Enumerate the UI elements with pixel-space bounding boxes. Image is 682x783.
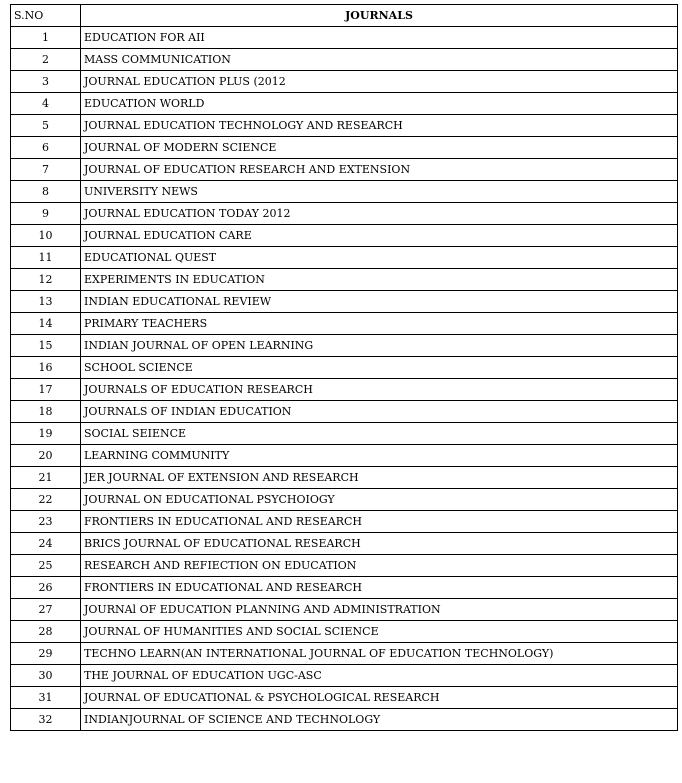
sno-cell: 26 <box>11 577 81 599</box>
table-row <box>11 511 678 533</box>
sno-cell: 19 <box>11 423 81 445</box>
sno-cell: 9 <box>11 203 81 225</box>
sno-cell: 2 <box>11 49 81 71</box>
table-row <box>11 423 678 445</box>
journal-cell: RESEARCH AND REFIECTION ON EDUCATION <box>81 555 678 577</box>
table-row <box>11 687 678 709</box>
journal-cell: JOURNAL EDUCATION CARE <box>81 225 678 247</box>
journal-cell: JOURNAL OF HUMANITIES AND SOCIAL SCIENCE <box>81 621 678 643</box>
table-row <box>11 489 678 511</box>
table-row <box>11 709 678 731</box>
journal-cell: JOURNAL OF EDUCATION RESEARCH AND EXTENSION <box>81 159 678 181</box>
journal-cell: INDIAN JOURNAL OF OPEN LEARNING <box>81 335 678 357</box>
journal-cell: EXPERIMENTS IN EDUCATION <box>81 269 678 291</box>
table-row <box>11 599 678 621</box>
sno-cell: 16 <box>11 357 81 379</box>
table-row <box>11 181 678 203</box>
journal-cell: MASS COMMUNICATION <box>81 49 678 71</box>
journal-cell: PRIMARY TEACHERS <box>81 313 678 335</box>
table-row <box>11 643 678 665</box>
sno-cell: 21 <box>11 467 81 489</box>
table-row <box>11 621 678 643</box>
journal-cell: JOURNALS OF EDUCATION RESEARCH <box>81 379 678 401</box>
sno-cell: 12 <box>11 269 81 291</box>
sno-cell: 24 <box>11 533 81 555</box>
journals-table <box>10 4 678 731</box>
table-row <box>11 225 678 247</box>
journal-cell: EDUCATION WORLD <box>81 93 678 115</box>
journal-cell: BRICS JOURNAL OF EDUCATIONAL RESEARCH <box>81 533 678 555</box>
table-row <box>11 71 678 93</box>
sno-cell: 17 <box>11 379 81 401</box>
sno-cell: 15 <box>11 335 81 357</box>
table-row <box>11 401 678 423</box>
table-row <box>11 291 678 313</box>
sno-cell: 8 <box>11 181 81 203</box>
table-row <box>11 555 678 577</box>
journals-header: JOURNALS <box>81 5 678 27</box>
table-row <box>11 115 678 137</box>
sno-cell: 11 <box>11 247 81 269</box>
sno-header: S.NO <box>11 5 81 27</box>
sno-cell: 18 <box>11 401 81 423</box>
journal-cell: JOURNAL ON EDUCATIONAL PSYCHOIOGY <box>81 489 678 511</box>
table-row <box>11 379 678 401</box>
sno-cell: 14 <box>11 313 81 335</box>
sno-cell: 5 <box>11 115 81 137</box>
sno-cell: 29 <box>11 643 81 665</box>
table-row <box>11 93 678 115</box>
sno-cell: 6 <box>11 137 81 159</box>
sno-cell: 10 <box>11 225 81 247</box>
sno-cell: 27 <box>11 599 81 621</box>
journal-cell: EDUCATION FOR AII <box>81 27 678 49</box>
sno-cell: 20 <box>11 445 81 467</box>
journal-cell: JOURNALS OF INDIAN EDUCATION <box>81 401 678 423</box>
journal-cell: JOURNAL EDUCATION TECHNOLOGY AND RESEARCH <box>81 115 678 137</box>
journal-cell: JOURNAL OF MODERN SCIENCE <box>81 137 678 159</box>
journal-cell: EDUCATIONAL QUEST <box>81 247 678 269</box>
table-row <box>11 269 678 291</box>
table-row <box>11 577 678 599</box>
journal-cell: THE JOURNAL OF EDUCATION UGC-ASC <box>81 665 678 687</box>
journal-cell: JOURNAL EDUCATION PLUS (2012 <box>81 71 678 93</box>
journal-cell: INDIANJOURNAL OF SCIENCE AND TECHNOLOGY <box>81 709 678 731</box>
journal-cell: JOURNAL OF EDUCATIONAL & PSYCHOLOGICAL RESEARCH <box>81 687 678 709</box>
sno-cell: 4 <box>11 93 81 115</box>
table-row <box>11 159 678 181</box>
journal-cell: JOURNAl OF EDUCATION PLANNING AND ADMINISTRATION <box>81 599 678 621</box>
sno-cell: 23 <box>11 511 81 533</box>
table-row <box>11 665 678 687</box>
journal-cell: FRONTIERS IN EDUCATIONAL AND RESEARCH <box>81 511 678 533</box>
sno-cell: 32 <box>11 709 81 731</box>
journal-cell: TECHNO LEARN(AN INTERNATIONAL JOURNAL OF EDUCATION TECHNOLOGY) <box>81 643 678 665</box>
journal-cell: FRONTIERS IN EDUCATIONAL AND RESEARCH <box>81 577 678 599</box>
sno-cell: 22 <box>11 489 81 511</box>
table-row <box>11 335 678 357</box>
sno-cell: 13 <box>11 291 81 313</box>
sno-cell: 31 <box>11 687 81 709</box>
sno-cell: 3 <box>11 71 81 93</box>
table-row <box>11 203 678 225</box>
table-row <box>11 137 678 159</box>
sno-cell: 28 <box>11 621 81 643</box>
journal-cell: JOURNAL EDUCATION TODAY 2012 <box>81 203 678 225</box>
table-row <box>11 49 678 71</box>
sno-cell: 7 <box>11 159 81 181</box>
table-row <box>11 467 678 489</box>
table-row <box>11 533 678 555</box>
table-row <box>11 445 678 467</box>
journal-cell: SCHOOL SCIENCE <box>81 357 678 379</box>
table-row <box>11 27 678 49</box>
header-row <box>11 5 678 27</box>
table-row <box>11 247 678 269</box>
journal-cell: LEARNING COMMUNITY <box>81 445 678 467</box>
table-row <box>11 313 678 335</box>
journal-cell: SOCIAL SEIENCE <box>81 423 678 445</box>
sno-cell: 25 <box>11 555 81 577</box>
table-row <box>11 357 678 379</box>
sno-cell: 30 <box>11 665 81 687</box>
sno-cell: 1 <box>11 27 81 49</box>
journal-cell: INDIAN EDUCATIONAL REVIEW <box>81 291 678 313</box>
journal-cell: UNIVERSITY NEWS <box>81 181 678 203</box>
journal-cell: JER JOURNAL OF EXTENSION AND RESEARCH <box>81 467 678 489</box>
